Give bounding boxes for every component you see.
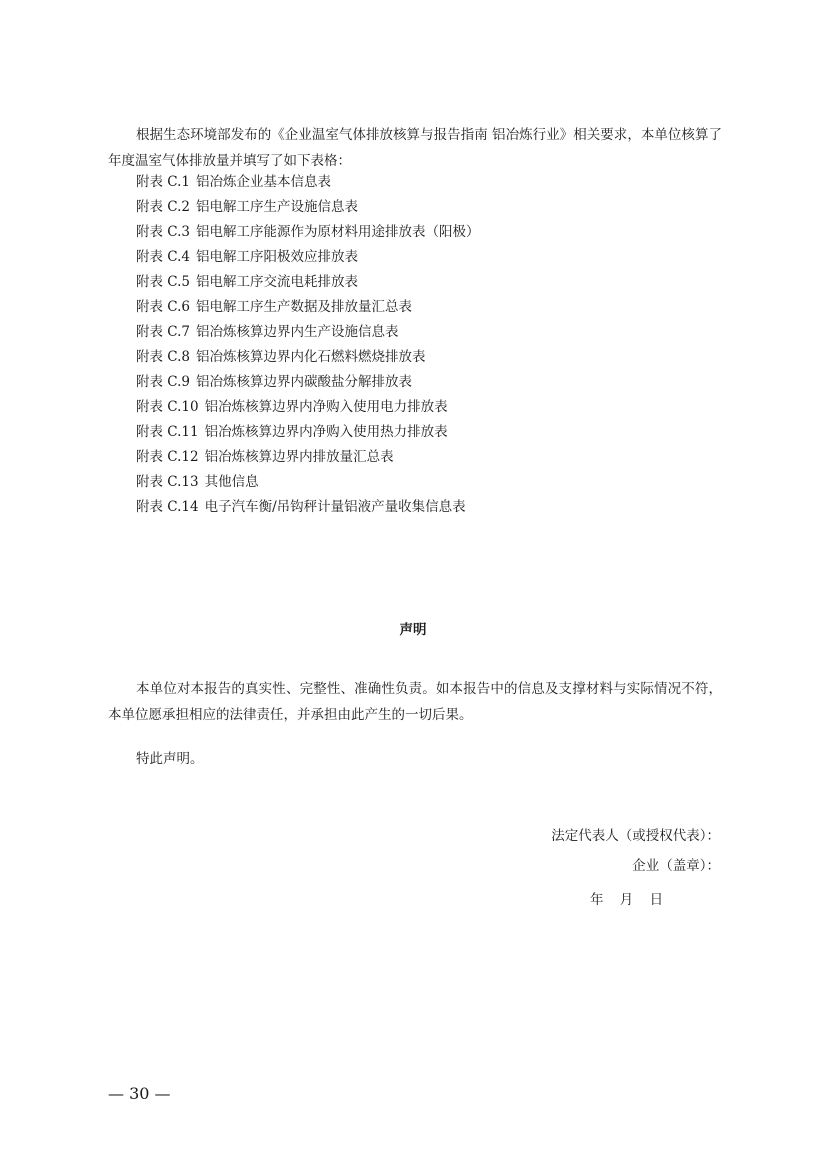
appendix-title: 铝电解工序能源作为原材料用途排放表（阳极） xyxy=(196,224,480,240)
appendix-title: 铝冶炼核算边界内排放量汇总表 xyxy=(204,449,394,465)
appendix-item xyxy=(136,495,480,520)
appendix-title: 铝电解工序生产数据及排放量汇总表 xyxy=(196,299,413,315)
appendix-title: 铝冶炼企业基本信息表 xyxy=(196,174,332,190)
appendix-code: 附表 C.12 xyxy=(136,449,199,465)
appendix-title: 其他信息 xyxy=(204,474,259,490)
appendix-title: 铝冶炼核算边界内生产设施信息表 xyxy=(196,324,399,340)
appendix-title: 铝冶炼核算边界内净购入使用电力排放表 xyxy=(204,399,448,415)
appendix-item xyxy=(136,170,480,195)
appendix-code: 附表 C.14 xyxy=(136,499,199,515)
signature-date-label: 年 月 日 xyxy=(590,892,664,908)
appendix-title: 铝电解工序阳极效应排放表 xyxy=(196,249,359,265)
appendix-title: 铝电解工序交流电耗排放表 xyxy=(196,274,359,290)
appendix-code: 附表 C.8 xyxy=(136,349,191,365)
appendix-code: 附表 C.2 xyxy=(136,199,191,215)
declaration-closing: 特此声明。 xyxy=(136,751,204,767)
appendix-item xyxy=(136,370,480,395)
appendix-item xyxy=(136,395,480,420)
intro-paragraph: 根据生态环境部发布的《企业温室气体排放核算与报告指南 铝冶炼行业》相关要求，本单位核算了年度温室气体排放量并填写了如下表格： xyxy=(108,127,722,169)
appendix-code: 附表 C.11 xyxy=(136,424,199,440)
appendix-code: 附表 C.10 xyxy=(136,399,199,415)
appendix-item xyxy=(136,320,480,345)
appendix-item xyxy=(136,295,480,320)
declaration-body: 本单位对本报告的真实性、完整性、准确性负责。如本报告中的信息及支撑材料与实际情况不符，本单位愿承担相应的法律责任，并承担由此产生的一切后果。 xyxy=(108,681,722,723)
appendix-title: 电子汽车衡/吊钩秤计量铝液产量收集信息表 xyxy=(204,499,466,515)
legal-representative-label: 法定代表人（或授权代表）： xyxy=(551,828,720,844)
enterprise-seal-label: 企业（盖章）： xyxy=(632,858,720,874)
appendix-title: 铝冶炼核算边界内化石燃料燃烧排放表 xyxy=(196,349,426,365)
appendix-item xyxy=(136,245,480,270)
appendix-item xyxy=(136,420,480,445)
appendix-code: 附表 C.6 xyxy=(136,299,191,315)
appendix-code: 附表 C.5 xyxy=(136,274,191,290)
declaration-title: 声明 xyxy=(399,622,427,638)
appendix-title: 铝电解工序生产设施信息表 xyxy=(196,199,359,215)
appendix-table-list xyxy=(136,170,480,520)
appendix-code: 附表 C.7 xyxy=(136,324,191,340)
appendix-item xyxy=(136,195,480,220)
appendix-code: 附表 C.1 xyxy=(136,174,191,190)
appendix-code: 附表 C.4 xyxy=(136,249,191,265)
appendix-code: 附表 C.3 xyxy=(136,224,191,240)
appendix-item xyxy=(136,270,480,295)
page-number: — 30 — xyxy=(108,1084,171,1103)
appendix-code: 附表 C.13 xyxy=(136,474,199,490)
appendix-item xyxy=(136,470,480,495)
appendix-item xyxy=(136,345,480,370)
appendix-code: 附表 C.9 xyxy=(136,374,191,390)
appendix-item xyxy=(136,220,480,245)
appendix-title: 铝冶炼核算边界内净购入使用热力排放表 xyxy=(204,424,448,440)
appendix-title: 铝冶炼核算边界内碳酸盐分解排放表 xyxy=(196,374,413,390)
appendix-item xyxy=(136,445,480,470)
